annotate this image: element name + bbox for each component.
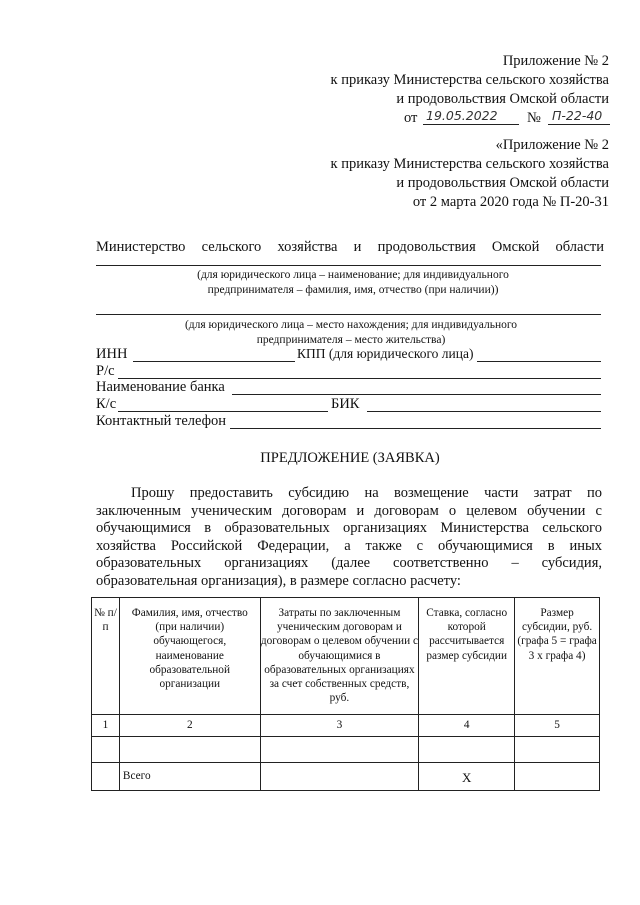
handwritten-date: 19.05.2022 (426, 108, 498, 123)
bank-field[interactable] (232, 394, 601, 395)
rs-label: Р/с (96, 363, 115, 379)
header-cell: Ставка, согласно которой рассчитывается размер субсидии (419, 598, 515, 715)
bik-label: БИК (331, 396, 360, 412)
handwritten-number: П-22-40 (552, 108, 603, 123)
number-cell: 4 (419, 715, 515, 737)
body-line: хозяйства Российской Федерации, а также с обучающимися в иных (96, 537, 602, 554)
empty-cell[interactable] (515, 737, 600, 763)
ministry-word: продовольствия (377, 239, 476, 255)
header-cell: № п/п (92, 598, 120, 715)
body-line: заключенным ученическим договорам и договорам о целевом обучении с (96, 502, 602, 519)
table-total-row (92, 763, 600, 791)
ks-field[interactable] (118, 411, 328, 412)
table-numbers-row (92, 715, 600, 737)
appendix-old-line2: и продовольствия Омской области (396, 175, 609, 191)
table-row (92, 737, 600, 763)
appendix-new-line1: к приказу Министерства сельского хозяйства (330, 72, 609, 88)
date-underline (423, 124, 519, 125)
appendix-new-line2: и продовольствия Омской области (396, 91, 609, 107)
appendix-new-title: Приложение № 2 (502, 53, 609, 69)
body-paragraph (96, 485, 602, 590)
body-line: образовательная организация), в размере согласно расчету: (96, 572, 461, 589)
body-line: обучающимися в образовательных организациях Министерства сельского (96, 520, 602, 536)
ministry-word: сельского (201, 239, 262, 255)
phone-label: Контактный телефон (96, 413, 227, 429)
inn-field[interactable] (133, 361, 295, 362)
kpp-field[interactable] (477, 361, 601, 362)
name-field-line[interactable] (96, 265, 601, 266)
empty-cell[interactable] (119, 737, 260, 763)
table-header-row (92, 598, 600, 715)
number-cell: 2 (119, 715, 260, 737)
empty-cell (92, 763, 120, 791)
appendix-new-date-line (404, 109, 609, 129)
name-hint: (для юридического лица – наименование; для индивидуального предпринимателя – фамилия, имя, отчество (при наличии)) (197, 269, 509, 296)
number-underline (548, 124, 610, 125)
total-label: Всего (119, 763, 260, 791)
empty-cell[interactable] (260, 737, 419, 763)
header-cell: Затраты по заключенным ученическим договорам и договорам о целевом обучении с обучающимися в образовательных организациях за счет собственных средств, руб. (260, 598, 419, 715)
date-prefix: от (404, 110, 418, 126)
ministry-word: и (353, 239, 362, 255)
ministry-word: области (555, 239, 604, 255)
address-hint: (для юридического лица – место нахождения; для индивидуального предпринимателя – место жительства) (184, 319, 518, 346)
ks-label: К/с (96, 396, 117, 412)
empty-cell[interactable] (92, 737, 120, 763)
ministry-word: Омской (491, 239, 540, 255)
appendix-old-line3: от 2 марта 2020 года № П-20-31 (412, 194, 609, 210)
bik-field[interactable] (367, 411, 601, 412)
header-cell: Размер субсидии, руб. (графа 5 = графа 3 x графа 4) (515, 598, 600, 715)
body-line: образовательных организациях (далее соответственно – субсидия, (96, 555, 602, 571)
empty-cell[interactable] (260, 763, 419, 791)
number-cell: 1 (92, 715, 120, 737)
ministry-word: хозяйства (277, 239, 338, 255)
kpp-label: КПП (для юридического лица) (297, 346, 474, 361)
total-x: Х (419, 763, 515, 791)
empty-cell[interactable] (515, 763, 600, 791)
body-line: Прошу предоставить субсидию на возмещение части затрат по (131, 485, 602, 501)
empty-cell[interactable] (419, 737, 515, 763)
ministry-line (96, 238, 604, 257)
inn-label: ИНН (96, 346, 128, 362)
document-title: ПРЕДЛОЖЕНИЕ (ЗАЯВКА) (260, 450, 440, 466)
ministry-word: Министерство (96, 239, 186, 255)
bank-label: Наименование банка (96, 379, 225, 395)
appendix-old-title: «Приложение № 2 (495, 137, 609, 153)
subsidy-table (91, 597, 600, 791)
number-cell: 3 (260, 715, 419, 737)
address-field-line[interactable] (96, 314, 601, 315)
appendix-old-line1: к приказу Министерства сельского хозяйства (330, 156, 609, 172)
number-cell: 5 (515, 715, 600, 737)
number-prefix: № (527, 110, 541, 126)
phone-field[interactable] (230, 428, 601, 429)
header-cell: Фамилия, имя, отчество (при наличии) обучающегося, наименование образовательной организации (119, 598, 260, 715)
